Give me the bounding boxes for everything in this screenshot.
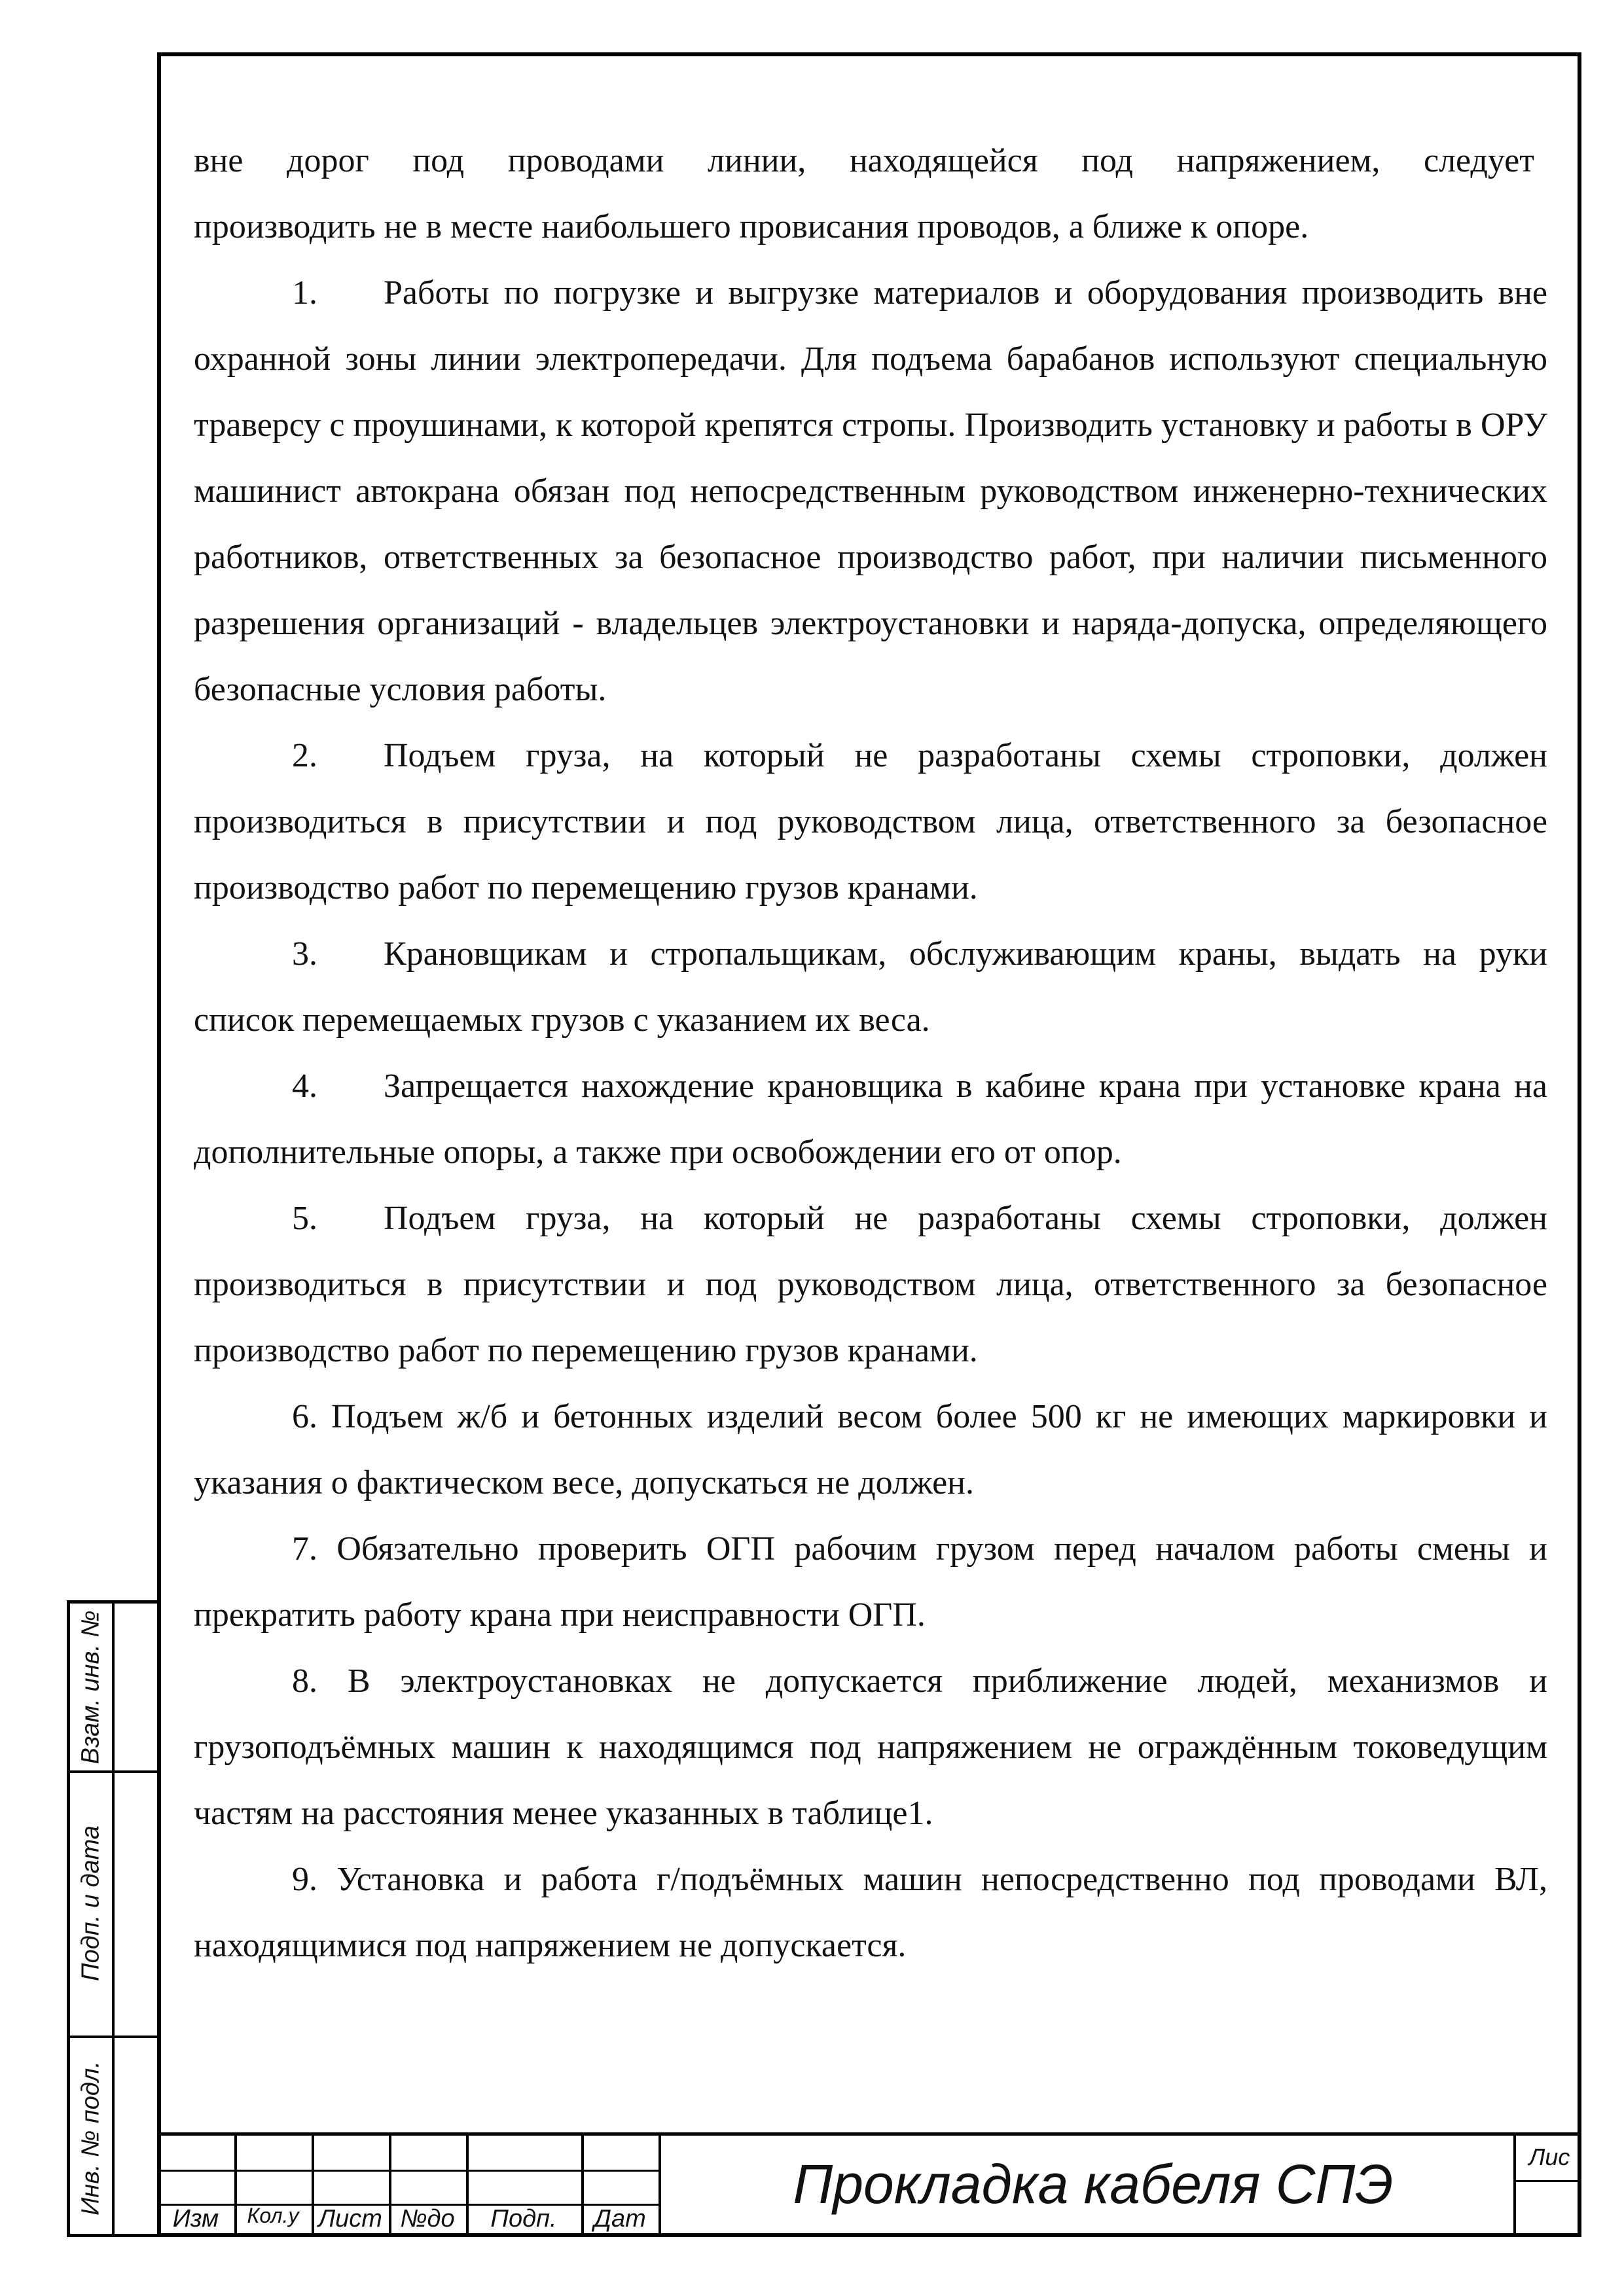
document-body — [194, 128, 1547, 1979]
paragraph-text: Работы по погрузке и выгрузке материалов и оборудования производить вне охранной зоны линии электропередачи. Для подъема барабанов используют специальную траверсу с проушинами, к которой крепятся стропы. Производить установку и работы в ОРУ машинист автокрана обязан под непосредственным руководством инженерно-технических работников, ответственных за безопасное производство работ, при наличии письменного разрешения организаций - владельцев электроустановки и наряда-допуска, определяющего безопасные условия работы. — [194, 274, 1547, 708]
title-block-row — [1513, 2180, 1581, 2182]
item-number: 2. — [292, 737, 317, 774]
paragraph-1 — [194, 260, 1547, 723]
side-stamp-vzam — [70, 1604, 112, 1770]
paragraph-text: Подъем груза, на который не разработаны схемы строповки, должен производиться в присутствии и под руководством лица, ответственного за безопасное производство работ по перемещению грузов кранами. — [194, 737, 1547, 906]
paragraph-text: Крановщикам и стропальщикам, обслуживающим краны, выдать на руки список перемещаемых грузов с указанием их веса. — [194, 935, 1547, 1039]
item-number: 3. — [292, 935, 317, 973]
paragraph-0-line-1: вне дорог под проводами линии, находящейся под напряжением, следует — [194, 142, 1534, 179]
side-stamp-inv — [70, 2036, 112, 2240]
item-number: 5. — [292, 1200, 317, 1237]
paragraph-6: 6. Подъем ж/б и бетонных изделий весом более 500 кг не имеющих маркировки и указания о фактическом весе, допускаться не должен. — [194, 1398, 1547, 1501]
col-data: Дат — [594, 2205, 646, 2233]
paragraph-2 — [194, 723, 1547, 921]
title-block-row — [157, 2170, 660, 2172]
col-kolu: Кол.у — [247, 2204, 299, 2227]
paragraph-text: Запрещается нахождение крановщика в кабине крана при установке крана на дополнительные опоры, а также при освобождении его от опор. — [194, 1067, 1547, 1171]
col-ndoc: №до — [400, 2205, 455, 2233]
col-izm: Изм — [172, 2205, 219, 2233]
paragraph-0-line-2: производить не в месте наибольшего провисания проводов, а ближе к опоре. — [194, 208, 1309, 245]
side-stamp — [67, 1600, 157, 2237]
side-stamp-vzam-text: Взам. инв. № — [77, 1609, 105, 1765]
document-title: Прокладка кабеля СПЭ — [793, 2153, 1394, 2215]
item-number: 1. — [292, 274, 317, 312]
col-list: Лист — [318, 2205, 382, 2233]
paragraph-5 — [194, 1185, 1547, 1384]
paragraph-7: 7. Обязательно проверить ОГП рабочим грузом перед началом работы смены и прекратить работу крана при неисправности ОГП. — [194, 1530, 1547, 1634]
paragraph-text: Подъем груза, на который не разработаны схемы строповки, должен производиться в присутствии и под руководством лица, ответственного за безопасное производство работ по перемещению грузов кранами. — [194, 1200, 1547, 1369]
side-stamp-podp — [70, 1770, 112, 2036]
side-stamp-podp-text: Подп. и дата — [77, 1825, 105, 1981]
paragraph-3 — [194, 921, 1547, 1053]
paragraph-8: 8. В электроустановках не допускается приближение людей, механизмов и грузоподъёмных машин к находящимся под напряжением не ограждённым токоведущим частям на расстояния менее указанных в таблице1. — [194, 1662, 1547, 1832]
side-stamp-inv-text: Инв. № подл. — [77, 2060, 105, 2215]
item-number: 4. — [292, 1067, 317, 1105]
col-podp: Подп. — [490, 2205, 557, 2233]
sheet-label: Лис — [1528, 2144, 1570, 2170]
paragraph-4 — [194, 1053, 1547, 1185]
title-block-divider — [659, 2136, 661, 2237]
paragraph-9: 9. Установка и работа г/подъёмных машин непосредственно под проводами ВЛ, находящимися под напряжением не допускается. — [194, 1861, 1547, 1964]
